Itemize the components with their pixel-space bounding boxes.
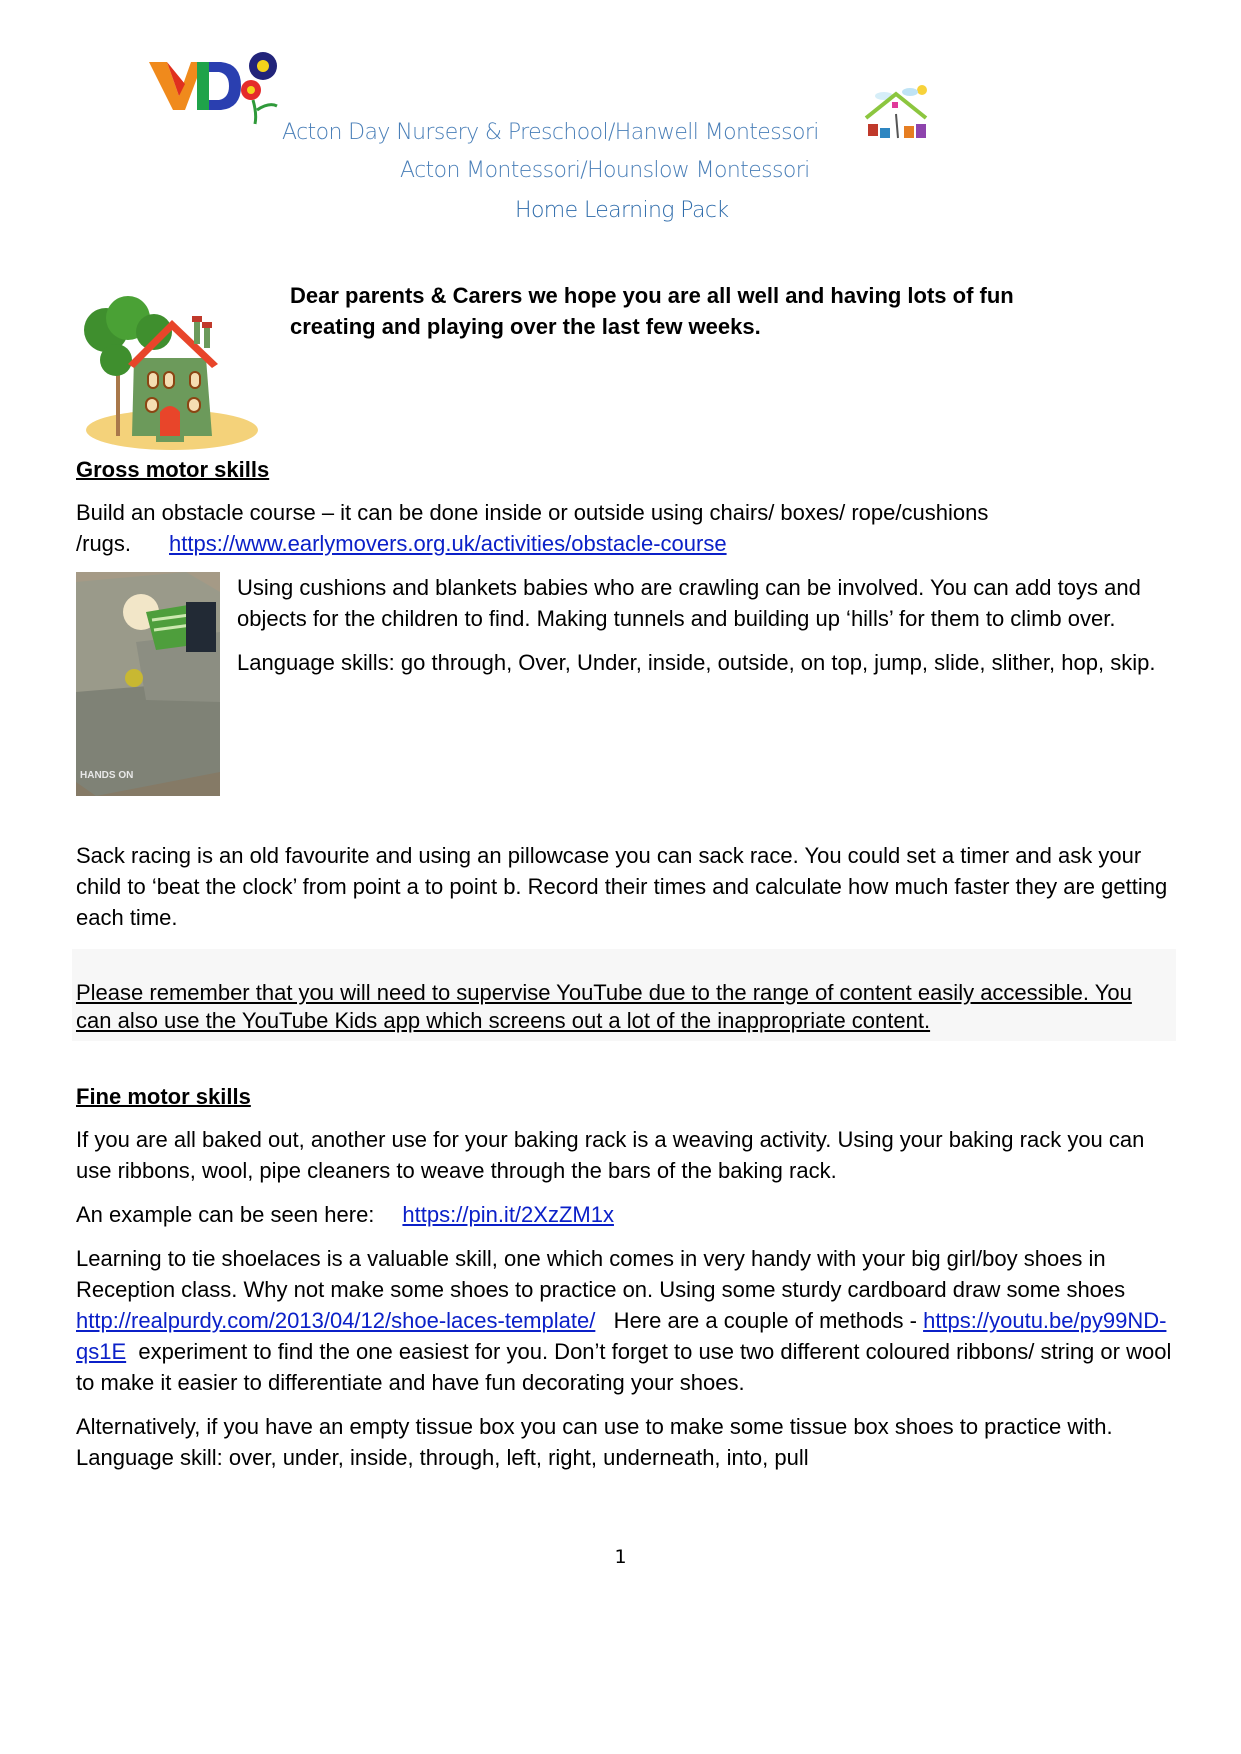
- document-body: [76, 280, 1176, 1568]
- little-inventors-logo: [864, 84, 1099, 144]
- page-number: 1: [614, 1546, 627, 1568]
- shoelaces-paragraph: [76, 1243, 1176, 1398]
- page-title: Home Learning Pack: [515, 198, 729, 223]
- tissue-box-paragraph: Alternatively, if you have an empty tissue box you can use to make some tissue box shoes to practice with. Language skill: over, under, inside, through, left, right, underneath, into, pull: [76, 1414, 1113, 1470]
- obstacle-line-1: Build an obstacle course – it can be done inside or outside using chairs/ boxes/ rope/cushions: [76, 500, 989, 525]
- intro-message: [290, 280, 1014, 342]
- example-line: [76, 1199, 1176, 1230]
- header-school-names-line1: Acton Day Nursery & Preschool/Hanwell Montessori: [282, 120, 819, 145]
- pinterest-example-link[interactable]: https://pin.it/2XzZM1x: [402, 1202, 614, 1227]
- weaving-paragraph: If you are all baked out, another use for your baking rack is a weaving activity. Using your baking rack you can use ribbons, wool, pipe cleaners to weave through the bars of the baking rack.: [76, 1127, 1145, 1183]
- shoelace-text-3: experiment to find the one easiest for you. Don’t forget to use two different coloured ribbons/ string or wool to make it easier to differentiate and have fun decorating your shoes.: [76, 1339, 1178, 1395]
- intro-row: [76, 280, 1176, 452]
- intro-line-1: Dear parents & Carers we hope you are all well and having lots of fun: [290, 283, 1014, 308]
- youtube-methods-link[interactable]: https://youtu.be/py99ND-qs1E: [76, 1308, 1167, 1364]
- youtube-notice-text: Please remember that you will need to supervise YouTube due to the range of content easily accessible. You can also use the YouTube Kids app which screens out a lot of the inappropriate content.: [76, 980, 1132, 1033]
- language-skills-paragraph: Language skills: go through, Over, Under, inside, outside, on top, jump, slide, slither, hop, skip.: [237, 650, 1156, 675]
- crawling-activity-text: [237, 572, 1176, 691]
- obstacle-line-2-prefix: /rugs.: [76, 531, 132, 556]
- vd-dream-nurseries-logo: [145, 44, 285, 126]
- shoelace-text-1: Learning to tie shoelaces is a valuable skill, one which comes in very handy with your big girl/boy shoes in Reception class. Why not make some shoes to practice on. Using some sturdy cardboard draw some shoes: [76, 1246, 1126, 1302]
- youtube-notice-box: [72, 949, 1176, 1041]
- photo-watermark: HANDS ON: [80, 770, 134, 781]
- house-illustration: [76, 280, 258, 452]
- crawling-activity-row: [76, 572, 1176, 796]
- header-school-names-line2: Acton Montessori/Hounslow Montessori: [400, 158, 810, 183]
- obstacle-course-paragraph: [76, 497, 1176, 559]
- shoe-laces-template-link[interactable]: http://realpurdy.com/2013/04/12/shoe-laces-template/: [76, 1308, 596, 1333]
- gross-motor-heading: Gross motor skills: [76, 457, 270, 482]
- fine-motor-heading: Fine motor skills: [76, 1084, 251, 1109]
- cushions-paragraph: Using cushions and blankets babies who are crawling can be involved. You can add toys and objects for the children to find. Making tunnels and building up ‘hills’ for them to climb over.: [237, 575, 1141, 631]
- obstacle-course-link[interactable]: https://www.earlymovers.org.uk/activities/obstacle-course: [169, 531, 727, 556]
- shoelace-text-2: Here are a couple of methods -: [595, 1308, 924, 1333]
- intro-line-2: creating and playing over the last few weeks.: [290, 314, 761, 339]
- sack-racing-paragraph: Sack racing is an old favourite and using an pillowcase you can sack race. You could set a timer and ask your child to ‘beat the clock’ from point a to point b. Record their times and calculate how much faster they are getting each time.: [76, 843, 1168, 930]
- example-prefix: An example can be seen here:: [76, 1202, 375, 1227]
- baby-on-cushions-photo: [76, 572, 220, 796]
